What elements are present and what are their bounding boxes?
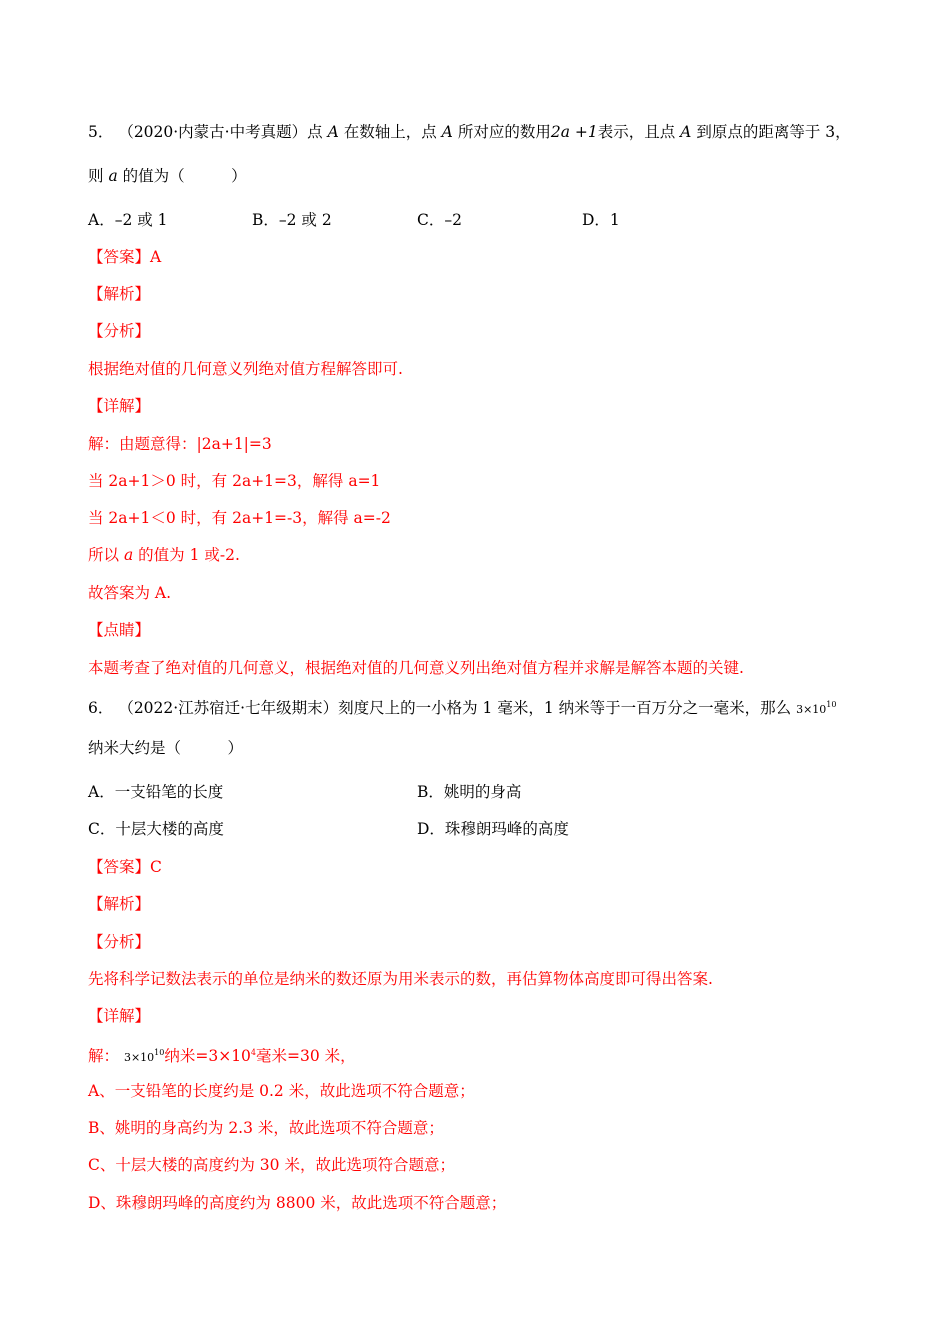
q6-answer: 【答案】C [88,858,162,876]
q6-sci-exp: 10 [826,700,837,709]
q5-text: 的值为（ ） [122,167,247,185]
q5-step-2: 当 2a+1＞0 时，有 2a+1=3，解得 a=1 [88,472,381,490]
q5-point-a: A [441,123,453,141]
q5-dianjing-text: 本题考查了绝对值的几何意义，根据绝对值的几何意义列出绝对值方程并求解是解答本题的关键. [88,659,744,677]
q6-fenxi-heading: 【分析】 [88,933,151,951]
q5-xiangjie-heading: 【详解】 [88,397,151,415]
q6-step-4: D、珠穆朗玛峰的高度约为 8800 米，故此选项不符合题意； [88,1194,507,1212]
q5-text: 表示，且点 [597,123,676,141]
q6-sci-base: 3×10 [123,1051,155,1064]
q6-fenxi-text: 先将科学记数法表示的单位是纳米的数还原为用米表示的数，再估算物体高度即可得出答案. [88,970,713,988]
q6-option-a: A．一支铅笔的长度 [88,783,224,801]
q5-text: 在数轴上，点 [343,123,437,141]
q6-sci-exp: 10 [154,1048,165,1057]
q6-xiangjie-heading: 【详解】 [88,1007,151,1025]
q6-text: 刻度尺上的一小格为 1 毫米，1 纳米等于一百万分之一毫米，那么 [338,699,792,717]
q6-text: 解： [88,1047,120,1065]
q5-text: 所以 [88,546,120,564]
q5-point-a: A [327,123,339,141]
q5-var-a: a [123,546,134,564]
q5-point-a: A [680,123,692,141]
q5-conclusion: 故答案为 A. [88,584,172,602]
q5-text: 点 [307,123,323,141]
q6-sci-base: 3×10 [796,703,827,716]
q6-text: 毫米=30 米， [256,1047,356,1065]
q6-solution [88,1043,356,1068]
q6-stem-line1 [88,695,836,720]
q5-stem-line2 [88,166,247,186]
q6-step-2: B、姚明的身高约为 2.3 米，故此选项不符合题意； [88,1119,444,1137]
q5-text: 则 [88,167,104,185]
q5-option-d: D．1 [582,211,620,229]
q5-option-c: C．–2 [417,211,462,229]
q5-option-a: A．–2 或 1 [88,211,168,229]
q5-fenxi-heading: 【分析】 [88,322,151,340]
q6-option-c: C．十层大楼的高度 [88,820,224,838]
q5-text: 所对应的数用 [457,123,551,141]
q5-text: 的值为 1 或-2. [138,546,240,564]
q5-step-3: 当 2a+1＜0 时，有 2a+1=-3，解得 a=-2 [88,509,391,527]
q6-source: （2022·江苏宿迁·七年级期末） [118,699,339,717]
q5-jiexi-heading: 【解析】 [88,285,151,303]
q5-stem-line1 [88,122,851,142]
q5-step-1: 解：由题意得：|2a+1|=3 [88,435,272,453]
q6-stem-line2: 纳米大约是（ ） [88,739,244,757]
q6-text: 纳米=3×10 [164,1047,251,1065]
q6-jiexi-heading: 【解析】 [88,895,151,913]
q6-option-b: B．姚明的身高 [417,783,522,801]
q5-source: （2020·内蒙古·中考真题） [118,123,308,141]
q6-exp: 4 [250,1048,257,1057]
q6-option-d: D．珠穆朗玛峰的高度 [417,820,569,838]
q5-fenxi-text: 根据绝对值的几何意义列绝对值方程解答即可. [88,360,403,378]
q5-number: 5． [88,123,114,141]
q6-step-1: A、一支铅笔的长度约是 0.2 米，故此选项不符合题意； [88,1082,475,1100]
q6-number: 6． [88,699,114,717]
q5-answer: 【答案】A [88,248,162,266]
q5-text: 到原点的距离等于 3， [696,123,851,141]
q5-option-b: B．–2 或 2 [252,211,332,229]
q5-so [88,545,240,565]
q5-expression: 2a +1 [550,123,598,141]
q5-dianjing-heading: 【点睛】 [88,621,151,639]
q5-var-a: a [108,167,118,185]
q6-step-3: C、十层大楼的高度约为 30 米，故此选项符合题意； [88,1156,455,1174]
